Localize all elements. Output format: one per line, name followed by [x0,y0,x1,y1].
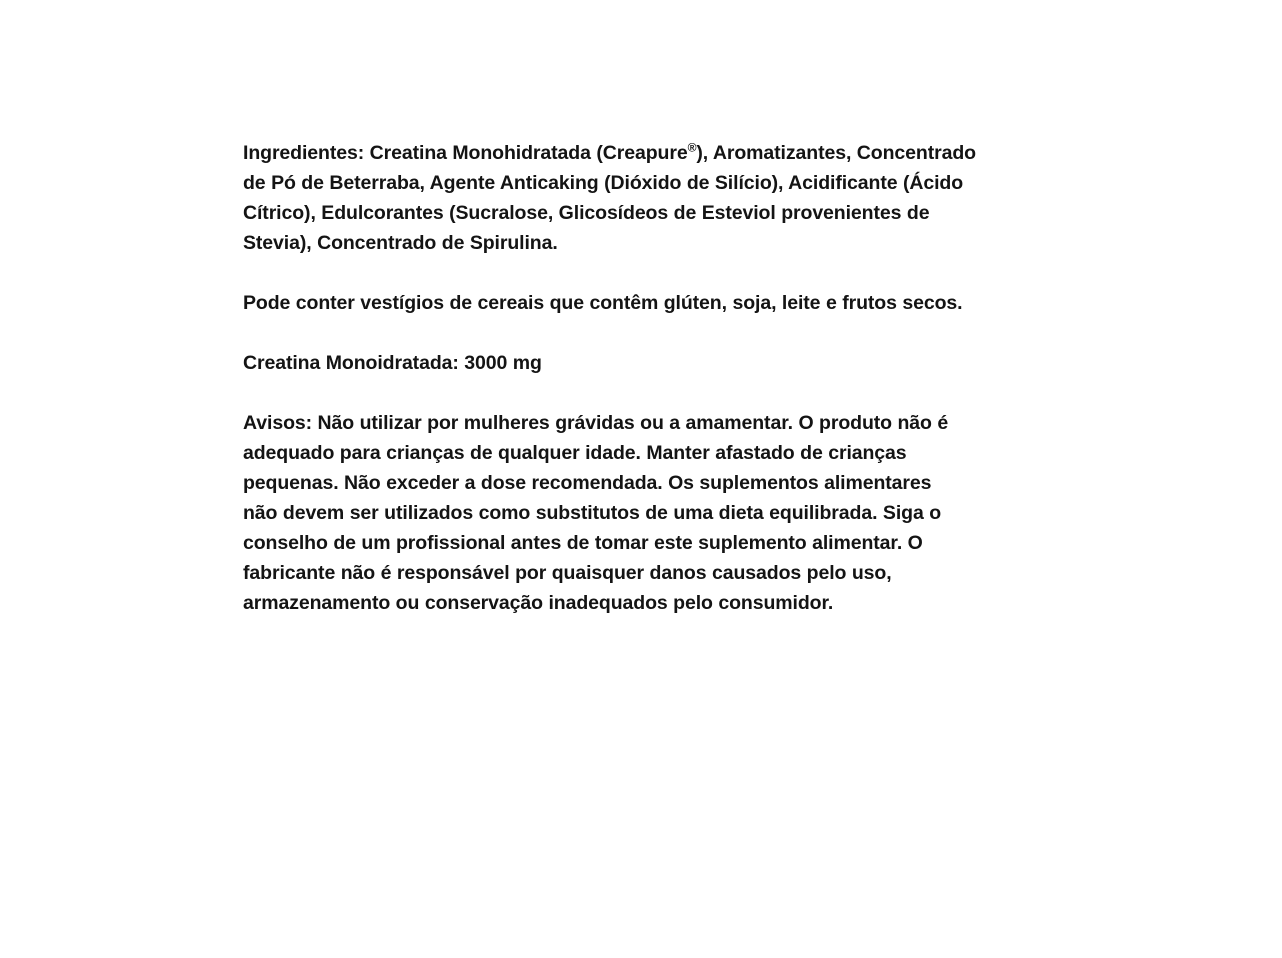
allergen-warning-paragraph: Pode conter vestígios de cereais que contêm glúten, soja, leite e frutos secos. [243,292,963,314]
label-text-block [243,138,1003,618]
ingredients-text-after-trademark: ), Aromatizantes, Concentrado de Pó de Beterraba, Agente Anticaking (Dióxido de Silício), Acidificante (Ácido Cítrico), Edulcorantes (Sucralose, Glicosídeos de Esteviol provenientes de Stevia), Concentrado de Spirulina. [243,142,976,254]
dosage-paragraph: Creatina Monoidratada: 3000 mg [243,352,542,374]
warnings-paragraph: Avisos: Não utilizar por mulheres grávidas ou a amamentar. O produto não é adequado para crianças de qualquer idade. Manter afastado de crianças pequenas. Não exceder a dose recomendada. Os suplementos alimentares não devem ser utilizados como substitutos de uma dieta equilibrada. Siga o conselho de um profissional antes de tomar este suplemento alimentar. O fabricante não é responsável por quaisquer danos causados pelo uso, armazenamento ou conservação inadequados pelo consumidor. [243,412,949,614]
ingredients-paragraph [243,138,995,258]
registered-trademark-symbol: ® [687,140,697,155]
ingredients-text-before-trademark: Ingredientes: Creatina Monohidratada (Creapure [243,142,688,164]
